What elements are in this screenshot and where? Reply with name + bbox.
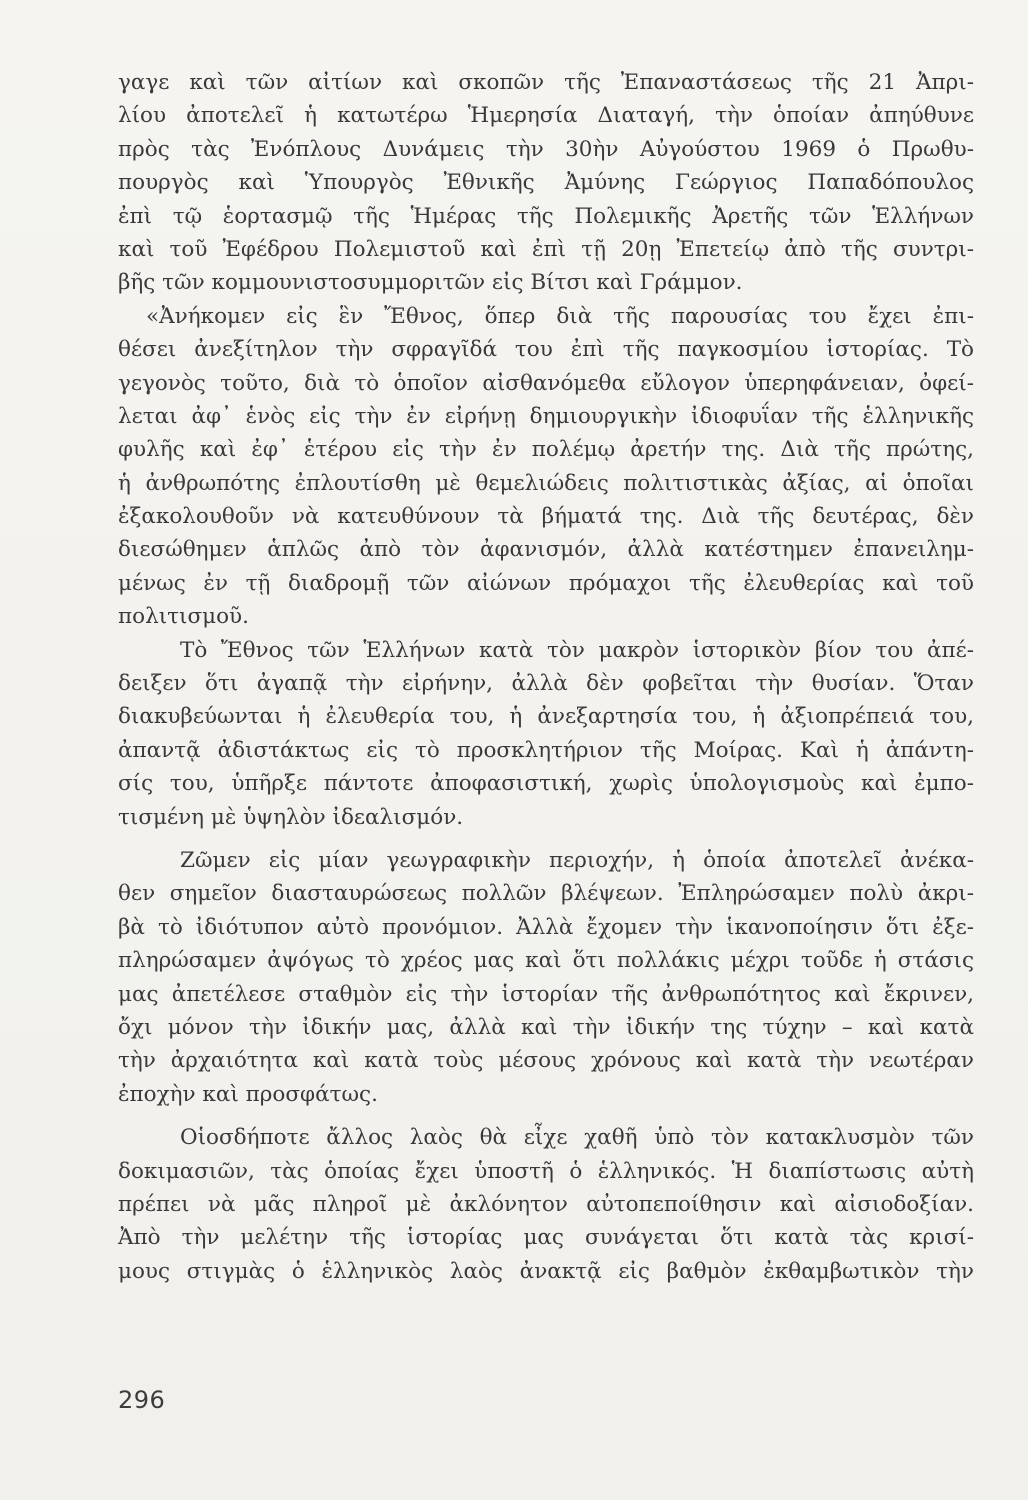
text-line: ἐπὶ τῷ ἑορτασμῷ τῆς Ἡμέρας τῆς Πολεμικῆς Ἀρετῆς τῶν Ἑλλήνων bbox=[118, 203, 974, 229]
text-line: τισμένη μὲ ὑψηλὸν ἰδεαλισμόν. bbox=[118, 804, 464, 830]
text-line: διακυβεύωνται ἡ ἐλευθερία του, ἡ ἀνεξαρτησία του, ἡ ἀξιοπρέπειά του, bbox=[118, 704, 974, 730]
text-line: φυλῆς καὶ ἐφ᾽ ἑτέρου εἰς τὴν ἐν πολέμῳ ἀρετήν της. Διὰ τῆς πρώτης, bbox=[118, 437, 974, 463]
text-line: γεγονὸς τοῦτο, διὰ τὸ ὁποῖον αἰσθανόμεθα εὔλογον ὑπερηφάνειαν, ὀφεί- bbox=[118, 370, 974, 396]
text-line: πρὸς τὰς Ἐνόπλους Δυνάμεις τὴν 30ὴν Αὐγούστου 1969 ὁ Πρωθυ- bbox=[118, 136, 974, 162]
paragraph-intro bbox=[118, 66, 974, 300]
body-text bbox=[118, 66, 974, 1288]
text-line: ὄχι μόνον τὴν ἰδικήν μας, ἀλλὰ καὶ τὴν ἰδικήν της τύχην – καὶ κατὰ bbox=[118, 1014, 974, 1040]
text-line: βὰ τὸ ἰδιότυπον αὐτὸ προνόμιον. Ἀλλὰ ἔχομεν τὴν ἱκανοποίησιν ὅτι ἐξε- bbox=[118, 914, 974, 940]
text-line: Ζῶμεν εἰς μίαν γεωγραφικὴν περιοχήν, ἡ ὁποία ἀποτελεῖ ἀνέκα- bbox=[180, 847, 974, 873]
text-line: ἡ ἀνθρωπότης ἐπλουτίσθη μὲ θεμελιώδεις πολιτιστικὰς ἀξίας, αἱ ὁποῖαι bbox=[118, 470, 974, 496]
text-line: πληρώσαμεν ἀψόγως τὸ χρέος μας καὶ ὅτι πολλάκις μέχρι τοῦδε ἡ στάσις bbox=[118, 948, 974, 974]
text-line: ἐξακολουθοῦν νὰ κατευθύνουν τὰ βήματά της. Διὰ τῆς δευτέρας, δὲν bbox=[118, 504, 974, 530]
text-line: θεν σημεῖον διασταυρώσεως πολλῶν βλέψεων. Ἐπληρώσαμεν πολὺ ἀκρι- bbox=[118, 881, 974, 907]
text-line: λεται ἀφ᾽ ἑνὸς εἰς τὴν ἐν εἰρήνῃ δημιουργικὴν ἰδιοφυΐαν τῆς ἑλληνικῆς bbox=[118, 403, 974, 429]
paragraph-quote-4 bbox=[118, 1121, 974, 1288]
text-line: σίς του, ὑπῆρξε πάντοτε ἀποφασιστική, χωρὶς ὑπολογισμοὺς καὶ ἐμπο- bbox=[118, 771, 974, 797]
text-line: τὴν ἀρχαιότητα καὶ κατὰ τοὺς μέσους χρόνους καὶ κατὰ τὴν νεωτέραν bbox=[118, 1048, 974, 1074]
text-line: πουργὸς καὶ Ὑπουργὸς Ἐθνικῆς Ἀμύνης Γεώργιος Παπαδόπουλος bbox=[118, 170, 974, 196]
text-line: μους στιγμὰς ὁ ἑλληνικὸς λαὸς ἀνακτᾷ εἰς βαθμὸν ἐκθαμβωτικὸν τὴν bbox=[118, 1258, 974, 1284]
text-line: μας ἀπετέλεσε σταθμὸν εἰς τὴν ἱστορίαν τῆς ἀνθρωπότητος καὶ ἔκρινεν, bbox=[118, 981, 974, 1007]
text-line: θέσει ἀνεξίτηλον τὴν σφραγῖδά του ἐπὶ τῆς παγκοσμίου ἱστορίας. Τὸ bbox=[118, 337, 974, 363]
text-line: δοκιμασιῶν, τὰς ὁποίας ἔχει ὑποστῆ ὁ ἑλληνικός. Ἡ διαπίστωσις αὐτὴ bbox=[118, 1158, 974, 1184]
text-line: Τὸ Ἔθνος τῶν Ἑλλήνων κατὰ τὸν μακρὸν ἱστορικὸν βίον του ἀπέ- bbox=[180, 637, 974, 663]
paragraph-quote-2 bbox=[118, 634, 974, 834]
text-line: πολιτισμοῦ. bbox=[118, 604, 249, 630]
page-number: 296 bbox=[118, 1386, 166, 1414]
paragraph-quote-3 bbox=[118, 844, 974, 1111]
text-line: διεσώθημεν ἁπλῶς ἀπὸ τὸν ἀφανισμόν, ἀλλὰ κατέστημεν ἐπανειλημ- bbox=[118, 537, 974, 563]
text-line: βῆς τῶν κομμουνιστοσυμμοριτῶν εἰς Βίτσι καὶ Γράμμον. bbox=[118, 270, 743, 296]
text-line: γαγε καὶ τῶν αἰτίων καὶ σκοπῶν τῆς Ἐπαναστάσεως τῆς 21 Ἀπρι- bbox=[118, 70, 974, 95]
text-line: δειξεν ὅτι ἀγαπᾷ τὴν εἰρήνην, ἀλλὰ δὲν φοβεῖται τὴν θυσίαν. Ὅταν bbox=[118, 671, 974, 697]
text-line: πρέπει νὰ μᾶς πληροῖ μὲ ἀκλόνητον αὐτοπεποίθησιν καὶ αἰσιοδοξίαν. bbox=[118, 1191, 974, 1217]
text-line: «Ἀνήκομεν εἰς ἓν Ἔθνος, ὅπερ διὰ τῆς παρουσίας του ἔχει ἐπι- bbox=[146, 303, 974, 329]
text-line: μένως ἐν τῇ διαδρομῇ τῶν αἰώνων πρόμαχοι τῆς ἐλευθερίας καὶ τοῦ bbox=[118, 570, 974, 596]
text-line: ἐποχὴν καὶ προσφάτως. bbox=[118, 1081, 378, 1107]
text-line: καὶ τοῦ Ἐφέδρου Πολεμιστοῦ καὶ ἐπὶ τῇ 20ῃ Ἐπετείῳ ἀπὸ τῆς συντρι- bbox=[118, 236, 974, 262]
paragraph-quote-1 bbox=[118, 300, 974, 634]
text-line: λίου ἀποτελεῖ ἡ κατωτέρω Ἡμερησία Διαταγή, τὴν ὁποίαν ἀπηύθυνε bbox=[118, 103, 974, 129]
text-line: Ἀπὸ τὴν μελέτην τῆς ἱστορίας μας συνάγεται ὅτι κατὰ τὰς κρισί- bbox=[118, 1225, 974, 1251]
text-line: Οἱοσδήποτε ἄλλος λαὸς θὰ εἶχε χαθῆ ὑπὸ τὸν κατακλυσμὸν τῶν bbox=[180, 1125, 974, 1151]
text-line: ἀπαντᾷ ἀδιστάκτως εἰς τὸ προσκλητήριον τῆς Μοίρας. Καὶ ἡ ἀπάντη- bbox=[118, 737, 974, 763]
